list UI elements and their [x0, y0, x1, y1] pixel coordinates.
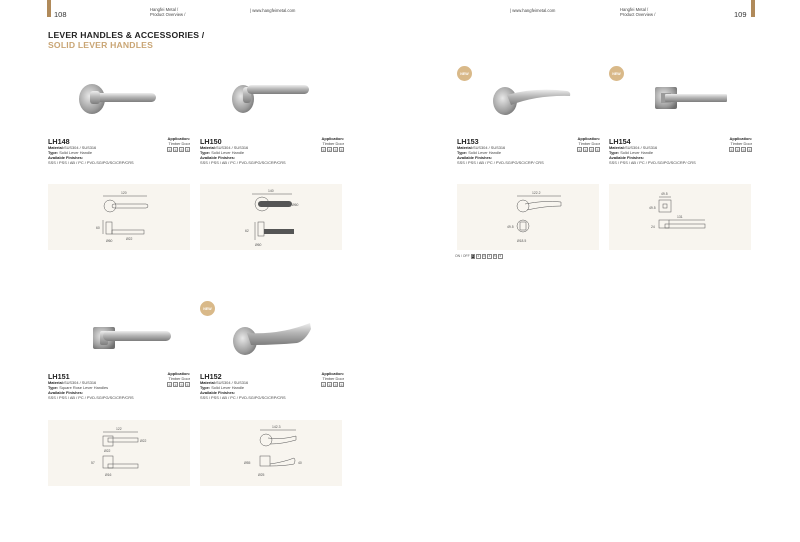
lh152-application: Application: Timber Door ① ② ③ ④ — [296, 372, 344, 387]
door-type-3-icon: ③ — [334, 383, 337, 388]
door-type-4-icon: ④ — [186, 383, 189, 388]
lh150-application: Application: Timber Door ① ② ③ ④ — [296, 137, 344, 152]
lh154-dim-length: 131 — [677, 215, 683, 219]
lh153-product-image — [485, 65, 595, 135]
lh152-new-badge: NEW — [200, 301, 215, 316]
lh150-dim-lever: Ø60 — [292, 203, 299, 207]
section-title: LEVER HANDLES & ACCESSORIES / — [48, 30, 205, 40]
section-subtitle: SOLID LEVER HANDLES — [48, 40, 154, 50]
lh148-application: Application: Timber Door ① ② ③ ④ — [142, 137, 190, 152]
door-type-3-icon: ③ — [742, 148, 745, 153]
lh153-application: Application: Timber Door ① ② ③ ④ — [552, 137, 600, 152]
lh153-dim-height: 49.5 — [507, 225, 514, 229]
door-type-2-icon: ② — [328, 148, 331, 153]
door-type-1-icon: ① — [578, 148, 581, 153]
door-type-2-icon: ② — [328, 383, 331, 388]
door-type-3-icon: ③ — [180, 148, 183, 153]
lh148-technical-drawing — [48, 184, 190, 250]
finish-legend-cell[interactable]: 3 — [483, 254, 485, 259]
lh151-application: Application: Timber Door ① ② ③ ④ — [142, 372, 190, 387]
door-type-3-icon: ③ — [180, 383, 183, 388]
lh154-new-badge: NEW — [609, 66, 624, 81]
lh153-door-icons — [552, 147, 600, 152]
right-header-brand: Hangfei Metal / Product Overview / — [620, 7, 656, 17]
door-type-1-icon: ① — [322, 383, 325, 388]
lh152-specs: Material:SUS304 / SUS316 Type: Solid Lever Handle Available Finishes: SSS / PSS / AB / PC / PVD-SG/PG/SC/CRP/CRS — [200, 380, 286, 400]
door-type-2-icon: ② — [174, 383, 177, 388]
left-page-number: 108 — [54, 10, 67, 19]
door-type-3-icon: ③ — [334, 148, 337, 153]
door-type-4-icon: ④ — [748, 148, 751, 153]
lh154-dim-side: 49.5 — [649, 206, 656, 210]
lh154-dim-top: 49.5 — [661, 192, 668, 196]
lh148-dim-height: 60 — [96, 226, 100, 230]
lh154-specs: Material:SUS304 / SUS316 Type: Solid Lever Handle Available Finishes: SSS / PSS / AB / PC / PVD-SG/PG/SC/CRP/ CRS — [609, 145, 696, 165]
lh148-dim-lever: Ø22 — [126, 237, 133, 241]
lh151-product-image — [85, 305, 195, 375]
door-type-1-icon: ① — [730, 148, 733, 153]
lh150-specs: Material:SUS304 / SUS316 Type: Solid Lever Handle Available Finishes: SSS / PSS / AB / PC / PVD-SG/PG/SC/CRP/CRS — [200, 145, 286, 165]
finish-legend-cell[interactable]: 6 — [499, 254, 502, 259]
lh151-dim-width: 122 — [116, 427, 122, 431]
lh153-dim-width: 122.2 — [532, 191, 541, 195]
lh150-product-image — [225, 65, 335, 135]
lh152-dim-shank: Ø25 — [258, 473, 265, 477]
right-page-tab — [751, 0, 755, 17]
finish-legend-cell[interactable]: 5 — [494, 254, 496, 259]
lh148-code: LH148 — [48, 137, 70, 146]
lh151-door-icons — [142, 382, 190, 387]
lh152-technical-drawing — [200, 420, 342, 486]
door-type-4-icon: ④ — [186, 148, 189, 153]
door-type-1-icon: ① — [322, 148, 325, 153]
left-header-url[interactable]: | www.hangfeimetal.com — [250, 8, 296, 13]
lh153-technical-drawing — [457, 184, 599, 250]
lh152-product-image — [225, 305, 335, 375]
lh151-dim-height: 57 — [91, 461, 95, 465]
lh150-dim-height: 62 — [245, 229, 249, 233]
lh148-door-icons — [142, 147, 190, 152]
lh153-specs: Material:SUS304 / SUS316 Type: Solid Lever Handle Available Finishes: SSS / PSS / AB / PC / PVD-SG/PG/SC/CRP/ CRS — [457, 145, 544, 165]
lh154-technical-drawing — [609, 184, 751, 250]
lh150-technical-drawing — [200, 184, 342, 250]
lh152-door-icons — [296, 382, 344, 387]
door-type-2-icon: ② — [736, 148, 739, 153]
lh153-new-badge: NEW — [457, 66, 472, 81]
finish-legend — [455, 254, 503, 259]
lh153-code: LH153 — [457, 137, 479, 146]
lh150-dim-width: 140 — [268, 189, 274, 193]
lh148-specs: Material:SUS304 / SUS316 Type: Solid Lever Handle Available Finishes: SSS / PSS / AB / PC / PVD-SG/PG/SC/CRP/CRS — [48, 145, 134, 165]
lh154-product-image — [645, 65, 755, 135]
door-type-3-icon: ③ — [590, 148, 593, 153]
lh151-dim-shank: Ø16 — [105, 473, 112, 477]
lh150-dim-rose: Ø60 — [255, 243, 262, 247]
lh151-dim-rose: Ø22 — [104, 449, 111, 453]
door-type-1-icon: ① — [168, 383, 171, 388]
lh154-dim-height: 24 — [651, 225, 655, 229]
lh152-dim-rose: Ø55 — [244, 461, 251, 465]
lh151-dim-lever: Ø22 — [140, 439, 147, 443]
finish-legend-label: ON / OFF — [455, 254, 470, 259]
lh152-code: LH152 — [200, 372, 222, 381]
lh148-dim-rose: Ø60 — [106, 239, 113, 243]
door-type-2-icon: ② — [584, 148, 587, 153]
lh151-code: LH151 — [48, 372, 70, 381]
door-type-2-icon: ② — [174, 148, 177, 153]
lh151-technical-drawing — [48, 420, 190, 486]
right-header-url[interactable]: | www.hangfeimetal.com — [510, 8, 556, 13]
lh150-code: LH150 — [200, 137, 222, 146]
lh153-dim-rose: Ø18.5 — [517, 239, 527, 243]
door-type-1-icon: ① — [168, 148, 171, 153]
finish-legend-cell[interactable]: 4 — [488, 254, 491, 259]
right-page-number: 109 — [734, 10, 747, 19]
lh154-door-icons — [704, 147, 752, 152]
finish-legend-cell[interactable]: 2 — [477, 254, 480, 259]
lh154-code: LH154 — [609, 137, 631, 146]
lh152-dim-width: 142.3 — [272, 425, 281, 429]
lh154-application: Application: Timber Door ① ② ③ ④ — [704, 137, 752, 152]
lh148-product-image — [70, 65, 180, 135]
lh151-specs: Material:SUS304 / SUS316 Type: Square Rose Lever Handles Available Finishes: SSS / PSS / AB / PC / PVD-SG/PG/SC/CRP/CRS — [48, 380, 134, 400]
door-type-4-icon: ④ — [340, 383, 343, 388]
lh148-dim-width: 120 — [121, 191, 127, 195]
door-type-4-icon: ④ — [596, 148, 599, 153]
left-page-tab — [47, 0, 51, 17]
lh152-dim-height: 40 — [298, 461, 302, 465]
finish-legend-cell[interactable]: 1 — [472, 254, 474, 259]
lh150-door-icons — [296, 147, 344, 152]
door-type-4-icon: ④ — [340, 148, 343, 153]
left-header-brand: Hangfei Metal / Product Overview / — [150, 7, 186, 17]
